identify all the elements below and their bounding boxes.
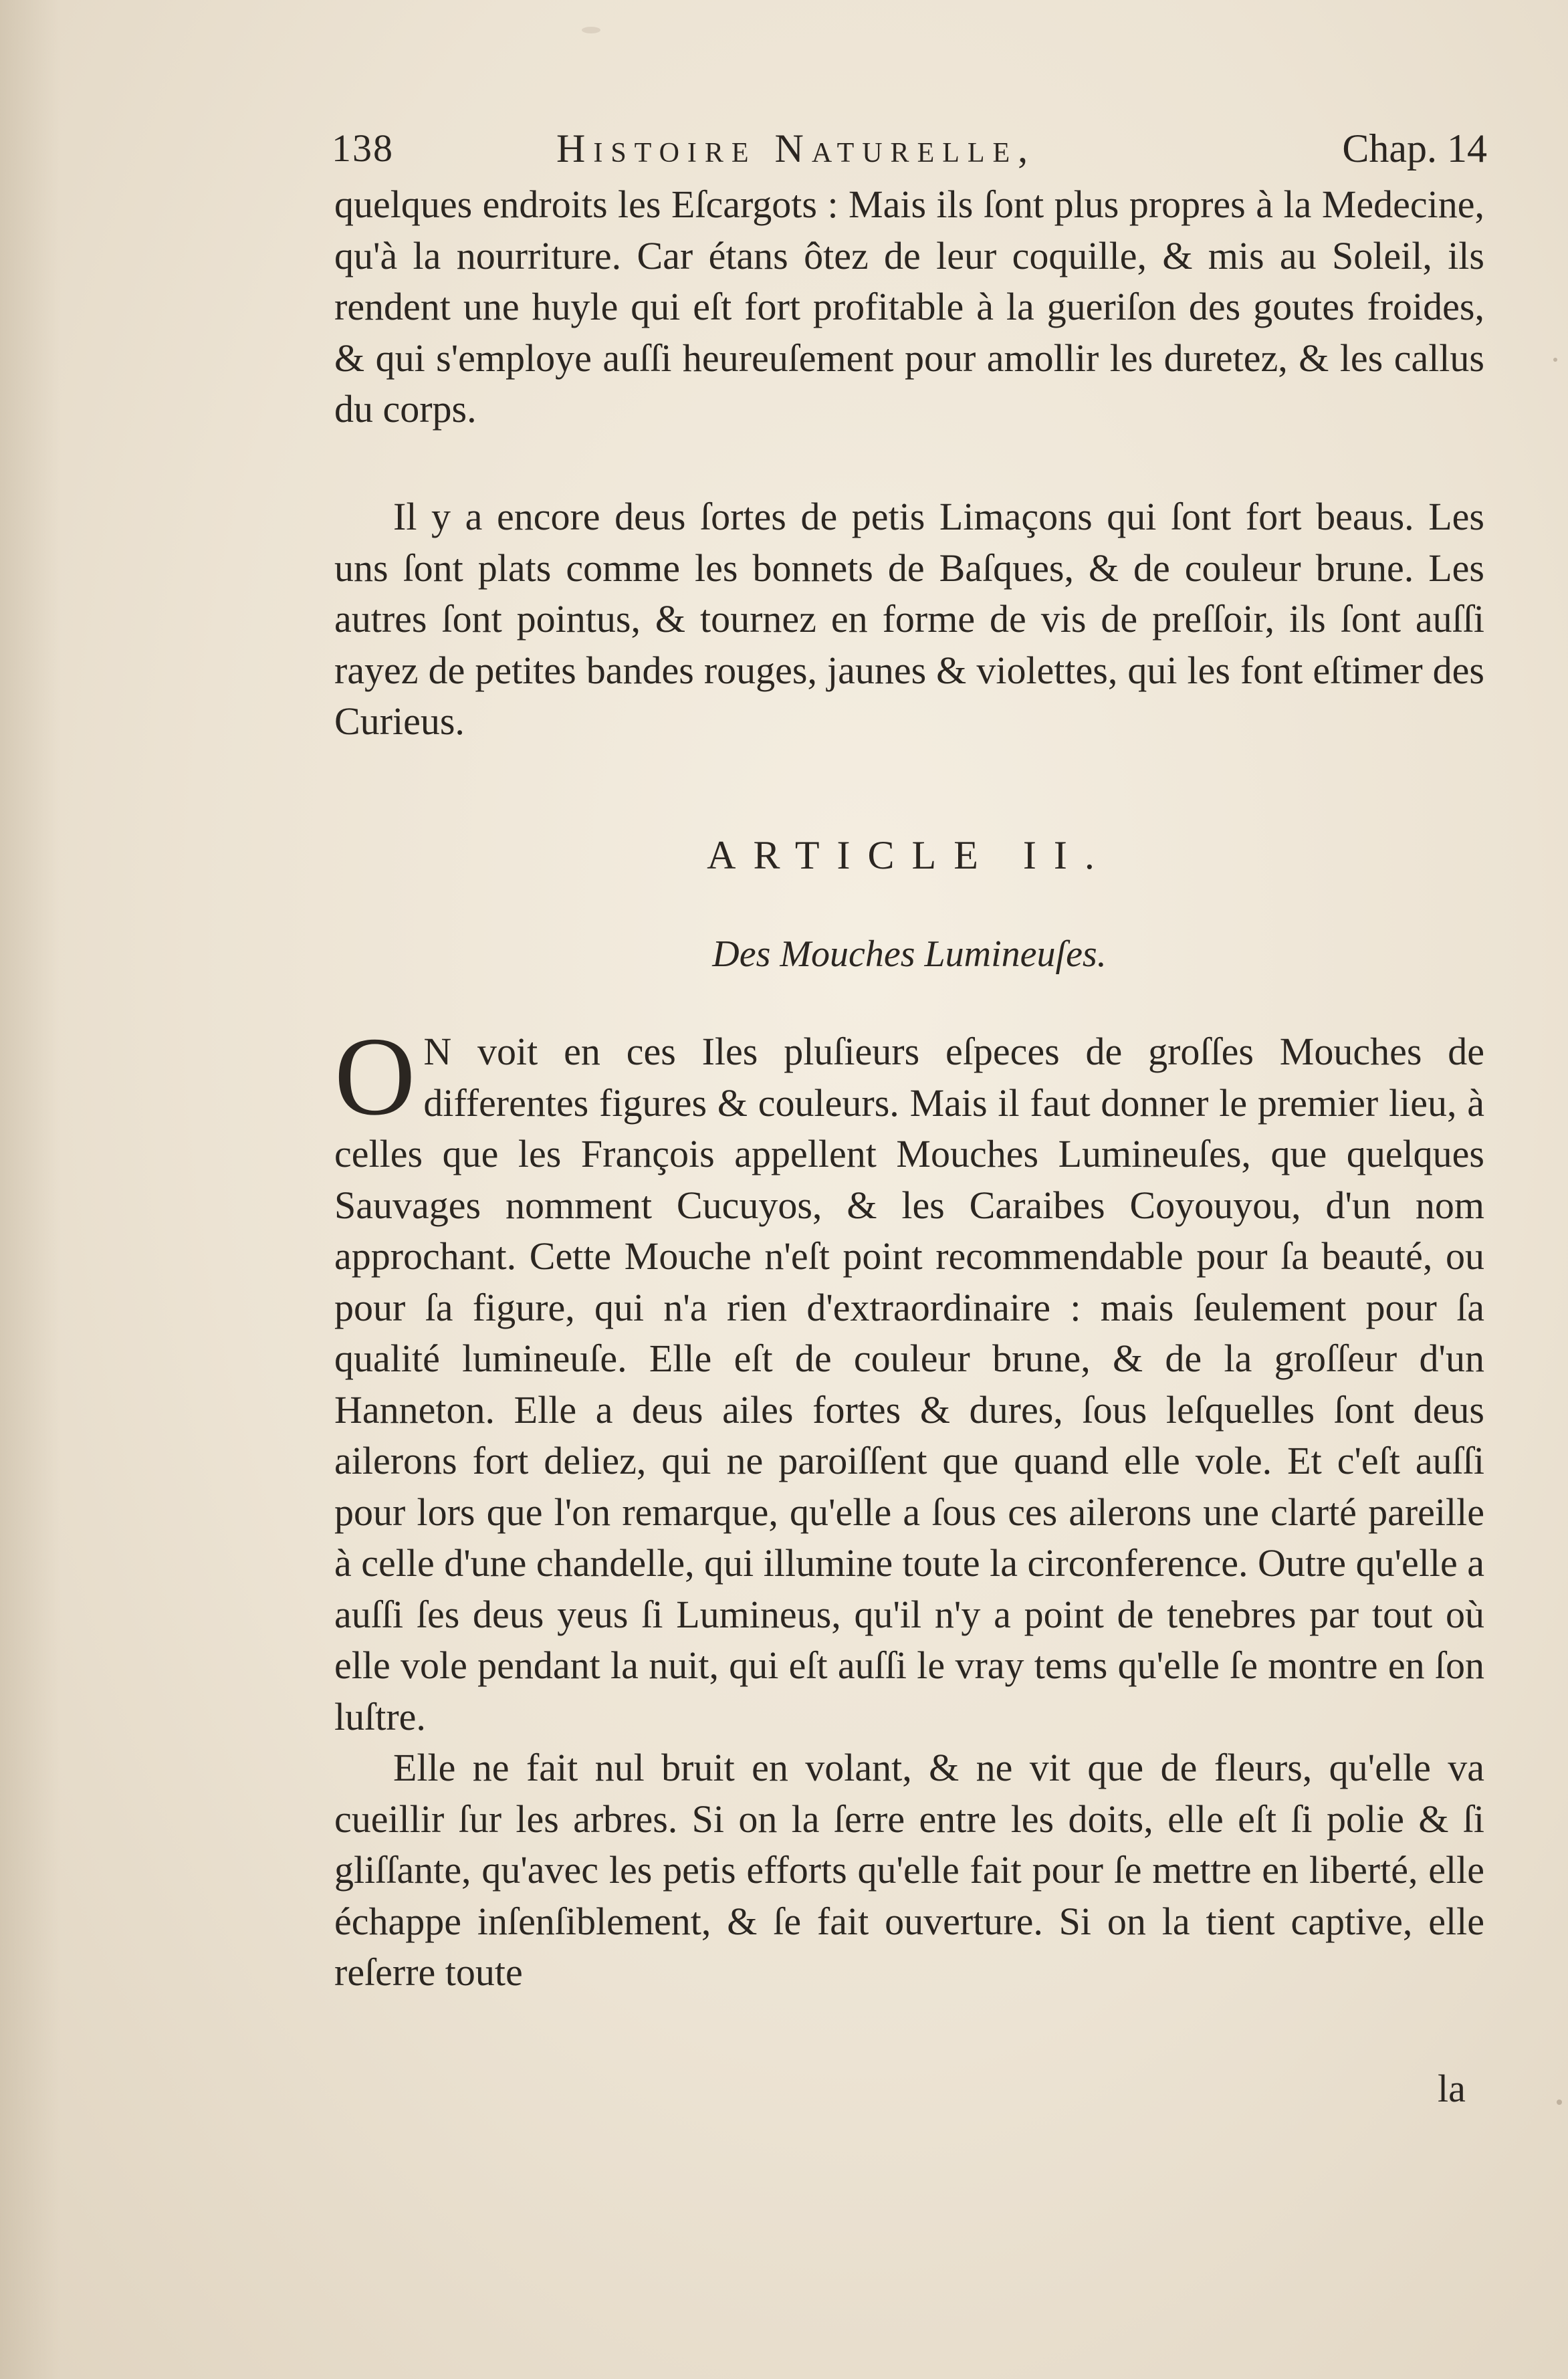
paragraph-escargots: quelques endroits les Eſcargots : Mais ils ſont plus propres à la Medecine, qu'à la nourriture. Car étans ôtez de leur coquille, & mis au Soleil, ils rendent une huyle qui eſt fort profitable à la gueriſon des goutes froides, & qui s'employe auſſi heureuſement pour amollir les duretez, & les callus du corps. <box>334 183 1484 431</box>
text-block-article <box>334 1014 1484 1999</box>
drop-cap: O <box>334 1014 416 1139</box>
article-heading: ARTICLE II. <box>707 833 1112 877</box>
chapter-reference: Chap. 14 <box>1342 126 1487 171</box>
paragraph-limacons: Il y a encore deus ſortes de petis Limaçons qui ſont fort beaus. Les uns ſont plats comme les bonnets de Baſques, & de couleur brune. Les autres ſont pointus, & tournez en forme de vis de preſſoir, ils ſont auſſi rayez de petites bandes rouges, jaunes & violettes, qui les font eſtimer des Curieus. <box>334 495 1484 743</box>
catchword: la <box>1438 2067 1466 2110</box>
page-number: 138 <box>332 126 394 170</box>
text-block-continued <box>334 179 1484 435</box>
paper-speck <box>582 27 600 33</box>
paragraph-mouches <box>334 1014 1484 1742</box>
article-subheading: Des Mouches Lumineuſes. <box>712 933 1107 975</box>
running-head <box>332 119 1487 173</box>
header-title: Histoire Naturelle, <box>556 126 1036 171</box>
paper-speck <box>1553 358 1557 362</box>
text-block-limacons <box>334 491 1484 748</box>
paragraph-mouches-text: N voit en ces Iles pluſieurs eſpeces de groſſes Mouches de differentes figures & couleurs. Mais il faut donner le premier lieu, à celles que les François appellent Mouches Lumineuſes, que quelques Sauvages nomment Cucuyos, & les Caraibes Coyouyou, d'un nom approchant. Cette Mouche n'eſt point recommendable pour ſa beauté, ou pour ſa figure, qui n'a rien d'extraordinaire : mais ſeulement pour ſa qualité lumineuſe. Elle eſt de couleur brune, & de la groſſeur d'un Hanneton. Elle a deus ailes fortes & dures, ſous leſquelles ſont deus ailerons fort deliez, qui ne paroiſſent que quand elle vole. Et c'eſt auſſi pour lors que l'on remarque, qu'elle a ſous ces ailerons une clarté pareille à celle d'une chandelle, qui illumine toute la circonference. Outre qu'elle a auſſi ſes deus yeus ſi Lumineus, qu'il n'y a point de tenebres par tout où elle vole pendant la nuit, qui eſt auſſi le vray tems qu'elle ſe montre en ſon luſtre. <box>334 1030 1484 1738</box>
gutter-shadow <box>0 0 60 2379</box>
paragraph-bruit: Elle ne fait nul bruit en volant, & ne vit que de fleurs, qu'elle va cueillir ſur les arbres. Si on la ſerre entre les doits, elle eſt ſi polie & ſi gliſſante, qu'avec les petis efforts qu'elle fait pour ſe mettre en liberté, elle échappe inſenſiblement, & ſe fait ouverture. Si on la tient captive, elle reſerre toute <box>334 1746 1484 1994</box>
paper-speck <box>1557 2100 1562 2105</box>
